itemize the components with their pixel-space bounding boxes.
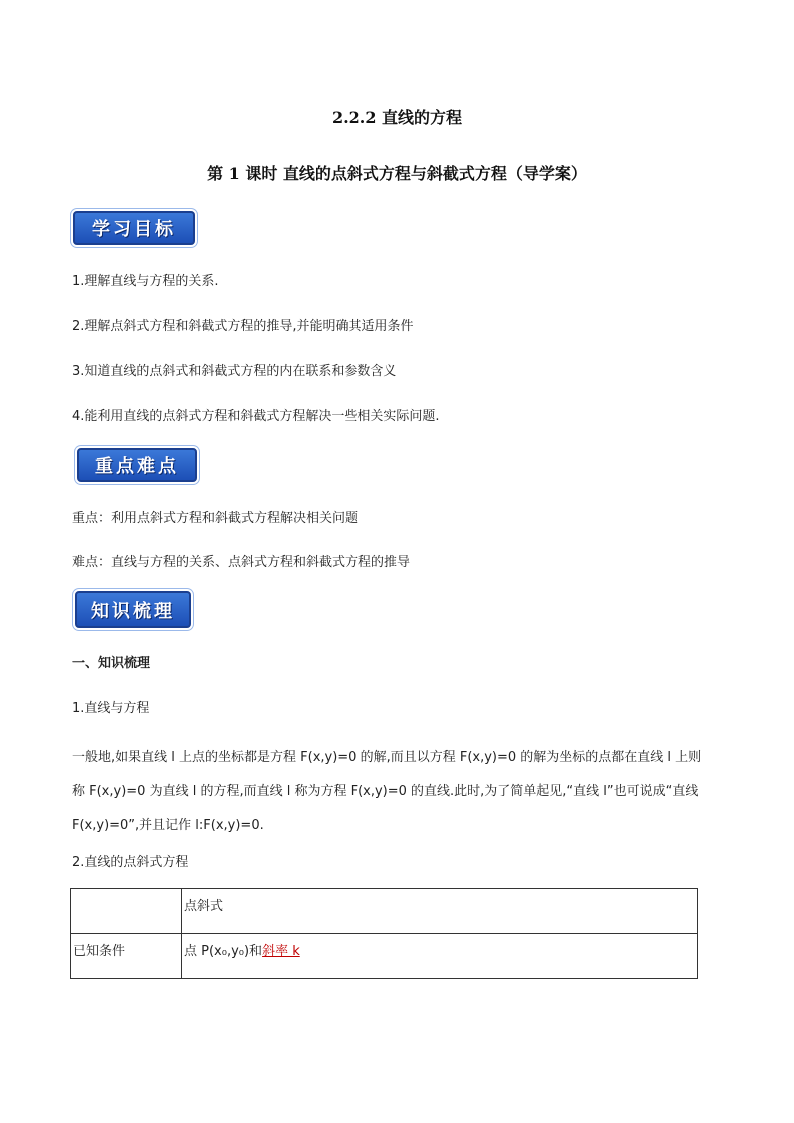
key-points-banner-label: 重点难点 xyxy=(95,456,179,477)
objectives-banner-label: 学习目标 xyxy=(92,219,176,240)
item1-title: 1.直线与方程 xyxy=(72,701,150,716)
objectives-banner xyxy=(73,211,195,245)
knowledge-banner xyxy=(75,591,191,628)
difficulty-point: 难点：直线与方程的关系、点斜式方程和斜截式方程的推导 xyxy=(72,555,411,570)
slope-underlined-text: 斜率 k xyxy=(262,944,300,959)
paragraph-line: 称 F(x,y)=0 为直线 l 的方程,而直线 l 称为方程 F(x,y)=0 的直线.此时,为了简单起见,“直线 l”也可说成“直线 xyxy=(72,784,699,799)
objective-item: 1.理解直线与方程的关系. xyxy=(72,274,219,289)
lesson-title: 第 1 课时 直线的点斜式方程与斜截式方程（导学案） xyxy=(207,164,587,183)
table-cell xyxy=(182,934,698,979)
point-slope-table xyxy=(70,888,698,979)
knowledge-heading: 一、知识梳理 xyxy=(72,656,151,671)
objective-item: 4.能利用直线的点斜式方程和斜截式方程解决一些相关实际问题. xyxy=(72,409,440,424)
section-title: 2.2.2 直线的方程 xyxy=(331,108,463,127)
item1-paragraph xyxy=(72,741,722,843)
condition-text: 点 P(x₀,y₀)和 xyxy=(184,944,263,959)
item2-title: 2.直线的点斜式方程 xyxy=(72,855,189,870)
table-row-label: 已知条件 xyxy=(71,934,182,979)
objective-item: 3.知道直线的点斜式和斜截式方程的内在联系和参数含义 xyxy=(72,364,397,379)
paragraph-line: F(x,y)=0”,并且记作 l:F(x,y)=0. xyxy=(72,818,264,833)
table-header-cell: 点斜式 xyxy=(182,889,698,934)
knowledge-banner-label: 知识梳理 xyxy=(91,600,175,622)
table-row xyxy=(71,889,698,934)
table-row xyxy=(71,934,698,979)
objective-item: 2.理解点斜式方程和斜截式方程的推导,并能明确其适用条件 xyxy=(72,319,414,334)
paragraph-line: 一般地,如果直线 l 上点的坐标都是方程 F(x,y)=0 的解,而且以方程 F(x,y)=0 的解为坐标的点都在直线 l 上则 xyxy=(72,750,702,765)
key-points-banner xyxy=(77,448,197,482)
table-cell xyxy=(71,889,182,934)
focus-point: 重点：利用点斜式方程和斜截式方程解决相关问题 xyxy=(72,511,359,526)
